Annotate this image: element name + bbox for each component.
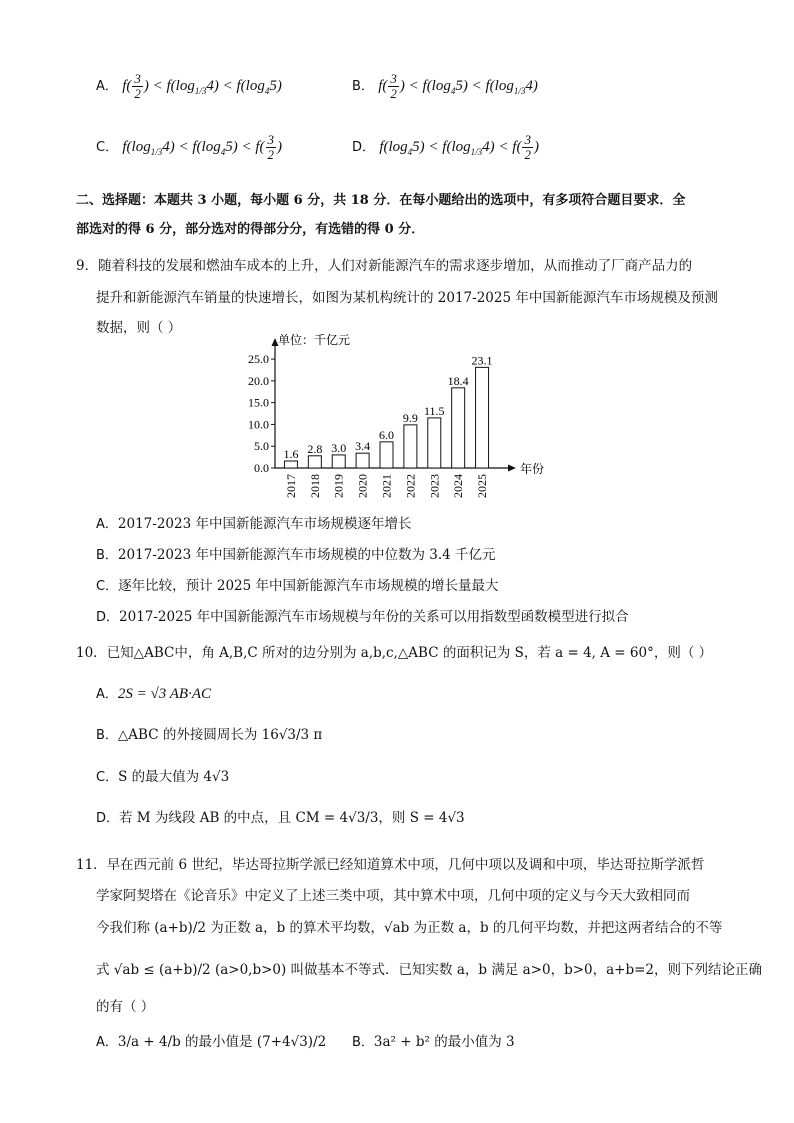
q8-option-c-expr: $f(\log_{1/3}4) < f(\log_45) < f$( $\frac{3}{2}$ ): [122, 132, 282, 163]
section2-line1: 二、选择题：本题共 3 小题，每小题 6 分，共 18 分．在每小题给出的选项中，有多项符合题目要求．全: [76, 193, 686, 208]
bar-value-label: 1.6: [283, 447, 299, 462]
q11-option-a: A．3/a + 4/b 的最小值是 (7+4√3)/2: [96, 1034, 327, 1050]
bar: [380, 442, 393, 468]
bar: [332, 455, 345, 468]
x-tick-label: 2024: [451, 474, 466, 498]
y-axis-title: 单位：千亿元: [278, 334, 351, 347]
q8-option-b-expr: f( $\frac{3}{2}$ ) < $f(\log_45) < f(\log_{1/3}4)$: [378, 71, 538, 102]
bar: [428, 418, 441, 468]
bar-value-label: 2.8: [307, 441, 323, 456]
q9-option-b: B．2017-2023 年中国新能源汽车市场规模的中位数为 3.4 千亿元: [96, 547, 496, 563]
bar: [284, 461, 297, 468]
q8-option-b: B． f( $\frac{3}{2}$ ) < $f(\log_45) < f(\log_{1/3}4)$: [352, 71, 538, 102]
y-tick-label: 15.0: [248, 395, 269, 410]
q11-line3: 今我们称 (a+b)/2 为正数 a，b 的算术平均数，√ab 为正数 a，b 的几何平均数，并把这两者结合的不等: [96, 920, 723, 936]
y-tick-label: 10.0: [248, 417, 269, 432]
q10-option-b: B．△ABC 的外接圆周长为 16√3/3 π: [96, 727, 323, 743]
y-tick-label: 25.0: [248, 352, 269, 367]
x-tick-label: 2019: [331, 474, 346, 498]
y-tick-label: 0.0: [254, 461, 269, 475]
bar-value-label: 18.4: [447, 373, 469, 388]
x-tick-label: 2020: [355, 474, 370, 498]
q9-option-d: D．2017-2025 年中国新能源汽车市场规模与年份的关系可以用指数型函数模型进行拟合: [96, 609, 629, 625]
y-tick-label: 20.0: [248, 373, 269, 388]
q11-line2: 学家阿契塔在《论音乐》中定义了上述三类中项，其中算术中项，几何中项的定义与今天大致相同而: [96, 888, 690, 904]
x-tick-label: 2018: [307, 474, 322, 498]
q9-option-c: C．逐年比较，预计 2025 年中国新能源汽车市场规模的增长量最大: [96, 578, 499, 594]
bar-value-label: 11.5: [423, 403, 445, 418]
x-tick-label: 2021: [379, 474, 394, 498]
x-axis-title: 年份: [520, 462, 545, 476]
y-tick-label: 5.0: [254, 439, 269, 454]
q8-option-a-expr: f( $\frac{3}{2}$ ) < $f(\log_{1/3}4) < f(\log_45)$: [122, 71, 282, 102]
q11-line4: 式 √ab ≤ (a+b)/2 (a>0,b>0) 叫做基本不等式．已知实数 a，b 满足 a>0，b>0，a+b=2，则下列结论正确: [96, 962, 763, 978]
chart-layer: [248, 334, 544, 498]
q10-stem: 10．已知△ABC中，角 A,B,C 所对的边分别为 a,b,c,△ABC 的面积记为 S，若 a = 4, A = 60°，则（ ）: [76, 645, 713, 661]
q10-option-d: D．若 M 为线段 AB 的中点，且 CM = 4√3/3，则 S = 4√3: [96, 810, 465, 826]
q10-number: 10．: [76, 645, 107, 661]
x-tick-label: 2023: [427, 474, 442, 498]
q8-option-d-expr: $f(\log_45) < f(\log_{1/3}4) < f$( $\frac{3}{2}$ ): [379, 132, 539, 163]
q11-number: 11．: [76, 857, 107, 873]
q9-line3: 数据，则（ ）: [96, 320, 182, 336]
q9-number: 9．: [76, 258, 99, 274]
bar-value-label: 23.1: [471, 353, 493, 368]
q8-option-a: A． f( $\frac{3}{2}$ ) < $f(\log_{1/3}4) < f(\log_45)$: [96, 71, 282, 102]
q8-option-c: C． $f(\log_{1/3}4) < f(\log_45) < f$( $\frac{3}{2}$ ): [96, 132, 282, 163]
bar: [356, 453, 369, 468]
q11-line5: 的有（ ）: [96, 999, 155, 1015]
bar: [452, 388, 465, 468]
q9-line1: 9．随着科技的发展和燃油车成本的上升，人们对新能源汽车的需求逐步增加，从而推动了厂商产品力的: [76, 258, 693, 274]
bar-value-label: 3.0: [331, 440, 347, 455]
x-axis-arrow: [508, 465, 516, 472]
q9-line2: 提升和新能源汽车销量的快速增长，如图为某机构统计的 2017-2025 年中国新能源汽车市场规模及预测: [96, 290, 718, 306]
bar-value-label: 3.4: [355, 439, 371, 454]
q9-option-a: A．2017-2023 年中国新能源汽车市场规模逐年增长: [96, 516, 412, 532]
x-tick-label: 2022: [403, 474, 418, 498]
bar: [308, 456, 321, 468]
q11-line1: 11．早在西元前 6 世纪，毕达哥拉斯学派已经知道算术中项，几何中项以及调和中项，毕达哥拉斯学派哲: [76, 857, 705, 873]
bar: [404, 425, 417, 468]
section2-line2: 部选对的得 6 分，部分选对的得部分分，有选错的得 0 分．: [76, 222, 425, 237]
x-tick-label: 2025: [475, 474, 490, 498]
bar-value-label: 9.9: [402, 410, 418, 425]
bar-value-label: 6.0: [379, 427, 394, 442]
bar-chart: [230, 334, 560, 506]
q8-option-d: D． $f(\log_45) < f(\log_{1/3}4) < f$( $\frac{3}{2}$ ): [352, 132, 539, 163]
q10-option-c: C．S 的最大值为 4√3: [96, 769, 230, 785]
q10-option-a: A．2S = √3 AB·AC: [96, 686, 211, 702]
x-tick-label: 2017: [283, 474, 298, 498]
q11-option-b: B．3a² + b² 的最小值为 3: [352, 1034, 515, 1050]
bar: [476, 367, 489, 468]
